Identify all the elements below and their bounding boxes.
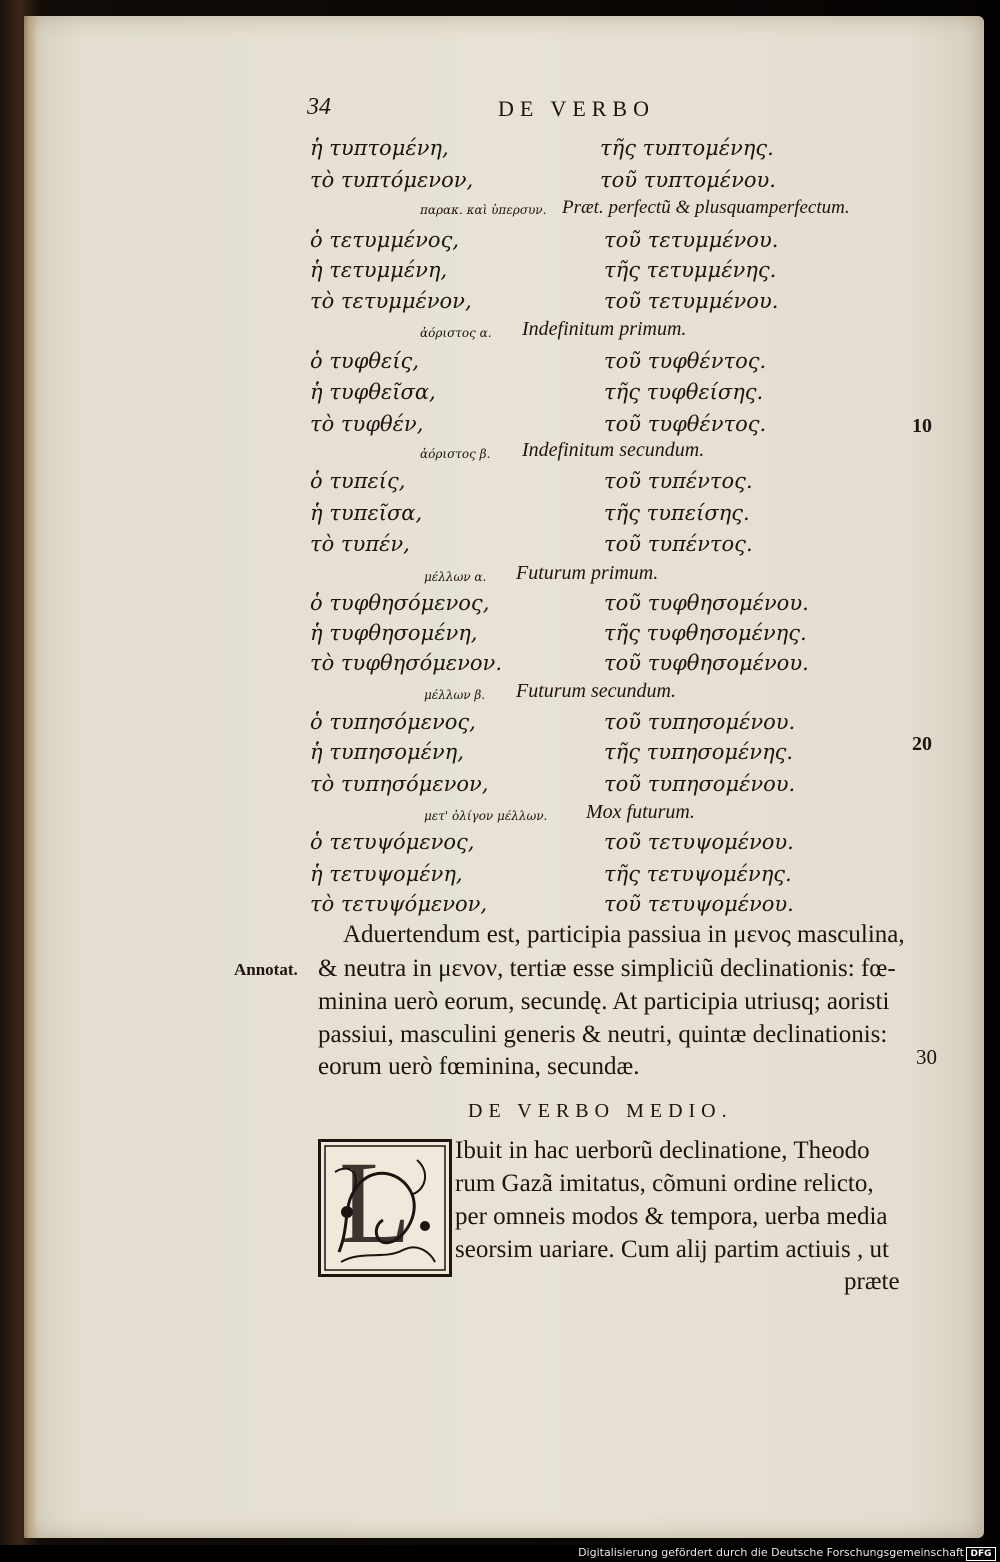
table-left-cell: ἡ τυφθησομένη,: [310, 621, 478, 645]
table-right-cell: τοῦ τυπτομένου.: [600, 168, 776, 192]
table-right-cell: τοῦ τυπέντος.: [604, 469, 753, 493]
table-right-cell: τῆς τυφθείσης.: [604, 380, 764, 404]
line-number-20: 20: [912, 733, 932, 755]
table-right-cell: τῆς τυφθησομένης.: [604, 621, 807, 645]
table-right-cell: τῆς τυπείσης.: [604, 501, 750, 525]
table-right-cell: τοῦ τετυψομένου.: [604, 892, 794, 916]
section-line: Ibuit in hac uerborũ declinatione, Theodo: [455, 1137, 870, 1164]
table-right-cell: τοῦ τυπησομένου.: [604, 772, 796, 796]
catchword: præte: [844, 1268, 900, 1295]
table-right-cell: τοῦ τετυψομένου.: [604, 830, 794, 854]
decorated-initial: [318, 1139, 452, 1277]
table-left-cell: τὸ τυπέν,: [310, 532, 410, 556]
greek-tense-gloss: ἀόριστος β.: [420, 447, 491, 461]
table-left-cell: ὁ τυφθησόμενος,: [310, 591, 490, 615]
line-number-30: 30: [916, 1045, 937, 1069]
table-right-cell: τοῦ τυφθησομένου.: [604, 591, 809, 615]
dfg-logo: DFG: [966, 1547, 996, 1561]
tense-label: Præt. perfectũ & plusquamperfectum.: [562, 197, 850, 218]
table-left-cell: τὸ τετυμμένον,: [310, 289, 472, 313]
line-number-10: 10: [912, 415, 932, 437]
table-left-cell: ἡ τυπτομένη,: [310, 136, 449, 160]
table-left-cell: ἡ τυφθεῖσα,: [310, 380, 436, 404]
table-left-cell: τὸ τυφθέν,: [310, 412, 424, 436]
table-left-cell: ὁ τυπησόμενος,: [310, 710, 476, 734]
table-left-cell: ἡ τυπεῖσα,: [310, 501, 423, 525]
running-title: DE VERBO: [498, 96, 655, 121]
annotation-line: Aduertendum est, participia passiua in μενος masculina,: [343, 921, 905, 948]
section-heading: DE VERBO MEDIO.: [468, 1100, 733, 1122]
tense-label: Futurum secundum.: [516, 680, 676, 702]
table-right-cell: τοῦ τυπησομένου.: [604, 710, 796, 734]
book-page: [24, 16, 984, 1538]
table-right-cell: τοῦ τυφθέντος.: [604, 349, 767, 373]
section-line: rum Gazã imitatus, cõmuni ordine relicto,: [455, 1170, 874, 1197]
table-left-cell: τὸ τυφθησόμενον.: [310, 651, 502, 675]
table-left-cell: ὁ τυφθείς,: [310, 349, 419, 373]
initial-letter: L: [339, 1137, 412, 1268]
table-left-cell: τὸ τετυψόμενον,: [310, 892, 488, 916]
footer-credit: Digitalisierung gefördert durch die Deutsche Forschungsgemeinschaft: [578, 1546, 964, 1559]
table-right-cell: τῆς τετυμμένης.: [604, 258, 777, 282]
table-left-cell: ἡ τυπησομένη,: [310, 740, 464, 764]
table-right-cell: τῆς τυπησομένης.: [604, 740, 794, 764]
annotation-line: & neutra in μενον, tertiæ esse simpliciũ declinationis: fœ-: [318, 955, 896, 982]
greek-tense-gloss: ἀόριστος α.: [420, 326, 492, 340]
section-line: seorsim uariare. Cum alij partim actiuis , ut: [455, 1236, 889, 1263]
table-right-cell: τοῦ τυφθησομένου.: [604, 651, 809, 675]
annotation-line: passiui, masculini generis & neutri, quintæ declinationis:: [318, 1021, 888, 1048]
table-right-cell: τῆς τυπτομένης.: [600, 136, 774, 160]
section-line: per omneis modos & tempora, uerba media: [455, 1203, 888, 1230]
annotation-line: minina uerò eorum, secundę. At participia utriusq; aoristi: [318, 988, 890, 1015]
table-right-cell: τοῦ τετυμμένου.: [604, 289, 779, 313]
table-right-cell: τοῦ τυπέντος.: [604, 532, 753, 556]
margin-note-annotat: Annotat.: [234, 960, 298, 979]
table-right-cell: τῆς τετυψομένης.: [604, 862, 792, 886]
table-right-cell: τοῦ τετυμμένου.: [604, 228, 779, 252]
table-left-cell: ὁ τετυψόμενος,: [310, 830, 475, 854]
page-number: 34: [307, 94, 331, 120]
greek-tense-gloss: μέλλων β.: [424, 688, 486, 702]
greek-tense-gloss: μετ' ὀλίγον μέλλων.: [424, 809, 548, 823]
table-left-cell: ἡ τετυμμένη,: [310, 258, 448, 282]
tense-label: Indefinitum secundum.: [522, 439, 705, 461]
table-left-cell: ἡ τετυψομένη,: [310, 862, 463, 886]
tense-label: Futurum primum.: [516, 562, 659, 584]
page-edge-wear: [24, 16, 38, 1538]
tense-label: Indefinitum primum.: [522, 318, 687, 340]
tense-label: Mox futurum.: [586, 801, 695, 823]
footer-bar: [0, 1545, 1000, 1562]
table-left-cell: τὸ τυπησόμενον,: [310, 772, 489, 796]
table-right-cell: τοῦ τυφθέντος.: [604, 412, 767, 436]
table-left-cell: ὁ τετυμμένος,: [310, 228, 459, 252]
table-left-cell: ὁ τυπείς,: [310, 469, 406, 493]
greek-tense-gloss: παρακ. καὶ ὑπερσυν.: [420, 203, 547, 217]
greek-tense-gloss: μέλλων α.: [424, 570, 487, 584]
annotation-line: eorum uerò fœminina, secundæ.: [318, 1053, 640, 1080]
table-left-cell: τὸ τυπτόμενον,: [310, 168, 474, 192]
